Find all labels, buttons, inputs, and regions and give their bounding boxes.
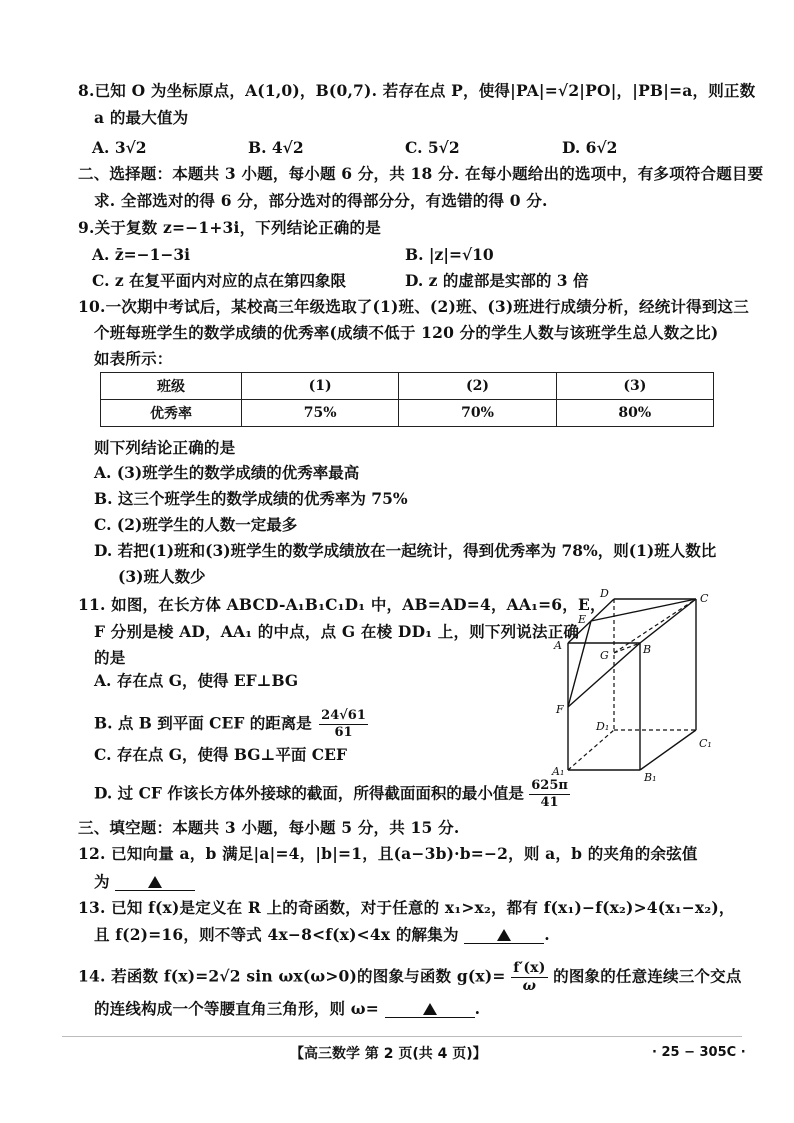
table-header-row	[101, 373, 714, 400]
q13-stem-line1: 13. 已知 f(x)是定义在 R 上的奇函数，对于任意的 x₁>x₂，都有 f(x₁)−f(x₂)>4(x₁−x₂)，	[78, 898, 735, 917]
label-C: C	[700, 592, 709, 605]
footer-divider	[62, 1036, 742, 1037]
triangle-icon	[497, 929, 511, 941]
q13-stem-prefix: 且 f(2)=16，则不等式 4x−8<f(x)<4x 的解集为	[94, 925, 459, 944]
q8-stem-line2: a 的最大值为	[94, 108, 189, 127]
table-cell: 70%	[399, 400, 556, 427]
paper-code: · 25 − 305C ·	[652, 1045, 746, 1060]
q12-answer-blank[interactable]	[115, 874, 195, 891]
q8-stem-line1: 8.已知 O 为坐标原点，A(1,0)，B(0,7). 若存在点 P，使得|PA|=√2|PO|，|PB|=a，则正数	[78, 81, 756, 100]
q14-stem-part2: 的图象的任意连续三个交点	[553, 966, 742, 986]
q13-answer-blank[interactable]	[464, 927, 544, 944]
section2-heading: 二、选择题：本题共 3 小题，每小题 6 分，共 18 分. 在每小题给出的选项中，有多项符合题目要	[78, 164, 764, 183]
q14-stem-line1	[78, 960, 742, 995]
q9-option-b: B. |z|=√10	[405, 245, 494, 264]
q11-option-b	[94, 708, 368, 741]
table-header-cell: 班级	[101, 373, 242, 400]
q9-stem: 9.关于复数 z=−1+3i，下列结论正确的是	[78, 218, 381, 237]
fraction-numerator: 24√61	[321, 708, 366, 723]
q12-stem-line1: 12. 已知向量 a，b 满足|a|=4，|b|=1，且(a−3b)·b=−2，则 a，b 的夹角的余弦值	[78, 844, 698, 863]
label-F: F	[556, 703, 564, 716]
fraction-denominator: 41	[540, 795, 559, 810]
cuboid-figure	[548, 585, 718, 785]
q10-stem-line2: 个班每班学生的数学成绩的优秀率(成绩不低于 120 分的学生人数与该班学生总人数之比)	[94, 323, 719, 342]
q13-stem-line2: 且 f(2)=16，则不等式 4x−8<f(x)<4x 的解集为 .	[94, 925, 550, 944]
table-cell: 75%	[242, 400, 399, 427]
q11-stem-line1: 11. 如图，在长方体 ABCD-A₁B₁C₁D₁ 中，AB=AD=4，AA₁=6，E，	[78, 595, 606, 614]
q11-option-d-text: D. 过 CF 作该长方体外接球的截面，所得截面面积的最小值是	[94, 783, 524, 803]
fraction-denominator: ω	[522, 978, 537, 994]
label-G: G	[600, 649, 609, 662]
q11-option-b-fraction	[319, 708, 368, 741]
page-footer: 【高三数学 第 2 页(共 4 页)】	[290, 1046, 487, 1062]
table-header-cell: (3)	[556, 373, 713, 400]
q14-answer-blank[interactable]	[385, 1001, 475, 1018]
q10-option-d-cont: (3)班人数少	[118, 567, 206, 586]
table-cell: 80%	[556, 400, 713, 427]
q10-option-c: C. (2)班学生的人数一定最多	[94, 515, 298, 534]
label-B1: B₁	[644, 771, 657, 784]
q8-option-d: D. 6√2	[562, 138, 618, 157]
section2-instructions: 求. 全部选对的得 6 分，部分选对的得部分分，有选错的得 0 分.	[94, 191, 548, 210]
q9-option-c: C. z 在复平面内对应的点在第四象限	[92, 271, 347, 290]
q8-option-a: A. 3√2	[92, 138, 147, 157]
q12-stem-line2	[94, 871, 195, 893]
label-D: D	[600, 587, 609, 600]
q14-stem-prefix: 的连线构成一个等腰直角三角形，则 ω=	[94, 999, 379, 1018]
q8-option-c: C. 5√2	[405, 138, 460, 157]
q14-stem-part1: 14. 若函数 f(x)=2√2 sin ωx(ω>0)的图象与函数 g(x)=	[78, 966, 506, 986]
triangle-icon	[423, 1003, 437, 1015]
segment-EF	[568, 621, 591, 707]
edge-B1C1	[640, 730, 696, 770]
edge-BC	[640, 599, 696, 643]
q11-option-b-text: B. 点 B 到平面 CEF 的距离是	[94, 713, 312, 733]
q14-fraction	[511, 960, 547, 995]
hidden-edge-A1D1	[568, 730, 614, 770]
q10-option-b: B. 这三个班学生的数学成绩的优秀率为 75%	[94, 489, 408, 508]
q11-option-d	[94, 778, 570, 811]
table-cell: 优秀率	[101, 400, 242, 427]
table-header-cell: (1)	[242, 373, 399, 400]
label-B: B	[643, 643, 652, 656]
q14-stem-line2: 的连线构成一个等腰直角三角形，则 ω= .	[94, 999, 481, 1018]
excellence-rate-table	[100, 372, 714, 427]
q12-stem-prefix: 为	[94, 872, 110, 891]
triangle-icon	[148, 876, 162, 888]
label-A: A	[554, 639, 562, 652]
table-row	[101, 400, 714, 427]
label-D1: D₁	[596, 720, 610, 733]
table-header-cell: (2)	[399, 373, 556, 400]
q9-option-d: D. z 的虚部是实部的 3 倍	[405, 271, 589, 290]
q10-stem-line3: 如表所示：	[94, 349, 173, 368]
fraction-numerator: f′(x)	[513, 960, 546, 976]
q11-option-c: C. 存在点 G，使得 BG⊥平面 CEF	[94, 745, 347, 764]
q9-option-a: A. z̄=−1−3i	[92, 245, 191, 264]
q8-option-b: B. 4√2	[248, 138, 304, 157]
fraction-denominator: 61	[334, 725, 353, 740]
q11-stem-line2: F 分别是棱 AD，AA₁ 的中点，点 G 在棱 DD₁ 上，则下列说法正确	[94, 622, 580, 641]
label-C1: C₁	[699, 737, 712, 750]
q10-option-a: A. (3)班学生的数学成绩的优秀率最高	[94, 463, 360, 482]
label-E: E	[578, 613, 587, 626]
q11-stem-line3: 的是	[94, 648, 126, 667]
label-A1: A₁	[552, 765, 565, 778]
q10-ask: 则下列结论正确的是	[94, 438, 236, 457]
fraction-numerator: 625π	[531, 778, 568, 793]
q11-option-a: A. 存在点 G，使得 EF⊥BG	[94, 671, 299, 690]
q10-stem-line1: 10.一次期中考试后，某校高三年级选取了(1)班、(2)班、(3)班进行成绩分析，经统计得到这三	[78, 297, 749, 316]
section3-heading: 三、填空题：本题共 3 小题，每小题 5 分，共 15 分.	[78, 818, 460, 837]
q10-option-d: D. 若把(1)班和(3)班学生的数学成绩放在一起统计，得到优秀率为 78%，则(1)班人数比	[94, 541, 717, 560]
